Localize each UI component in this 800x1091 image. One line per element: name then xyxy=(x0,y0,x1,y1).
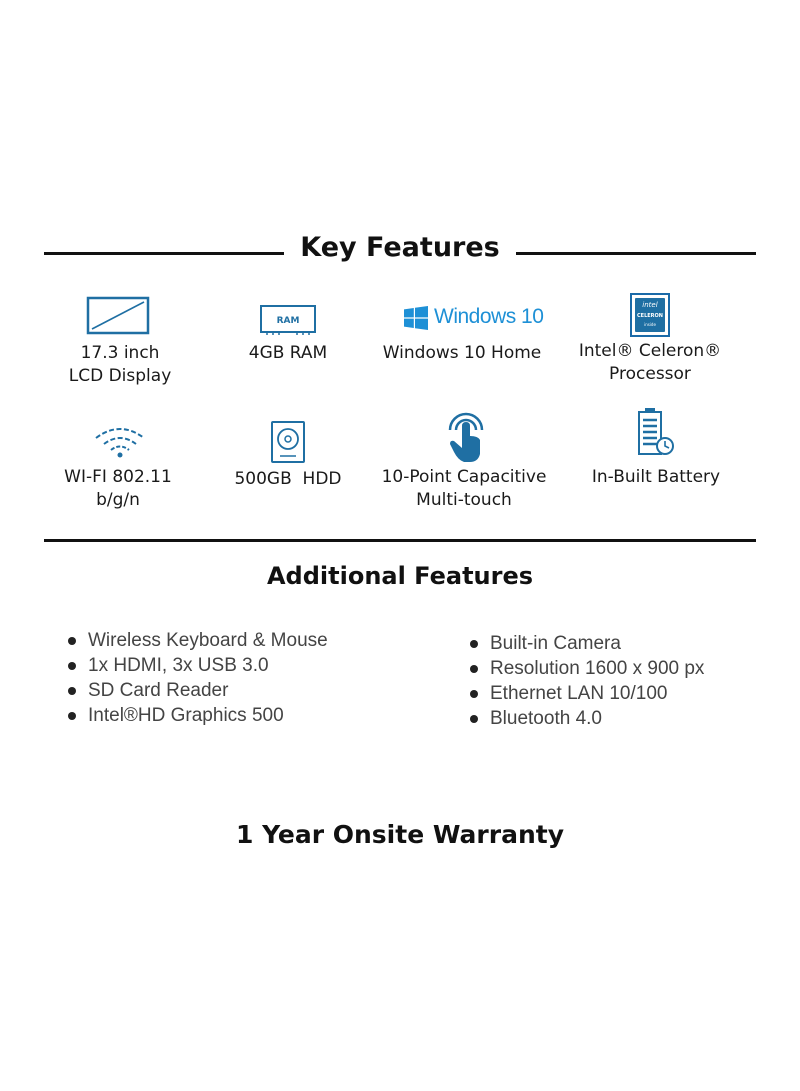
wifi-icon xyxy=(92,424,148,460)
list-item: 1x HDMI, 3x USB 3.0 xyxy=(66,653,396,678)
feature-touch-label: 10-Point Capacitive Multi-touch xyxy=(381,467,547,510)
section-divider xyxy=(44,539,756,542)
key-features-left-rule xyxy=(44,252,284,255)
windows-logo-icon xyxy=(404,306,428,330)
additional-features-left-list xyxy=(66,628,396,728)
display-icon xyxy=(86,296,150,336)
list-item: Wireless Keyboard & Mouse xyxy=(66,628,396,653)
list-item: Built-in Camera xyxy=(468,631,768,656)
hdd-icon xyxy=(270,420,306,464)
windows-logo-text: Windows 10 xyxy=(434,305,544,328)
battery-icon xyxy=(636,406,676,458)
ram-icon-text: RAM xyxy=(276,316,300,326)
feature-display-label: 17.3 inch LCD Display xyxy=(68,343,172,386)
key-features-title: Key Features xyxy=(300,232,500,263)
intel-celeron-icon xyxy=(630,293,670,337)
list-item: Resolution 1600 x 900 px xyxy=(468,656,768,681)
list-item: Intel®HD Graphics 500 xyxy=(66,703,396,728)
feature-hdd-label: 500GB HDD xyxy=(234,469,342,489)
warranty-title: 1 Year Onsite Warranty xyxy=(235,820,564,849)
list-item: Bluetooth 4.0 xyxy=(468,706,768,731)
feature-intel-label: Intel® Celeron® Processor xyxy=(578,341,722,384)
intel-icon-text: intel xyxy=(642,301,658,309)
feature-windows-label: Windows 10 Home xyxy=(382,343,542,363)
celeron-icon-text: CELERON xyxy=(637,313,663,319)
additional-features-title: Additional Features xyxy=(266,562,534,590)
list-item: Ethernet LAN 10/100 xyxy=(468,681,768,706)
feature-battery-label: In-Built Battery xyxy=(591,467,721,487)
inside-icon-text: inside xyxy=(644,322,656,327)
touch-hand-icon xyxy=(442,408,490,464)
feature-wifi-label: WI-FI 802.11 b/g/n xyxy=(64,467,172,510)
ram-icon xyxy=(259,304,317,336)
key-features-right-rule xyxy=(516,252,756,255)
feature-ram-label: 4GB RAM xyxy=(248,343,328,363)
list-item: SD Card Reader xyxy=(66,678,396,703)
additional-features-right-list xyxy=(468,631,768,731)
